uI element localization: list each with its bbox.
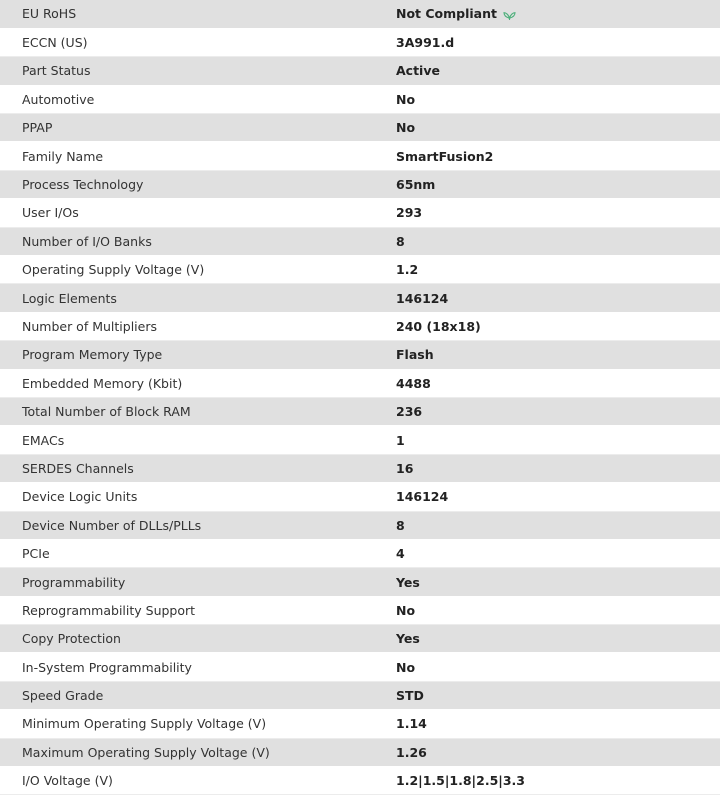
spec-value: 4488 bbox=[396, 375, 431, 391]
spec-value: No bbox=[396, 91, 416, 107]
spec-row bbox=[0, 114, 720, 142]
spec-value-cell bbox=[396, 511, 720, 539]
spec-row bbox=[0, 28, 720, 56]
spec-value-cell bbox=[396, 568, 720, 596]
spec-value-cell bbox=[396, 426, 720, 454]
spec-row bbox=[0, 256, 720, 284]
spec-value-cell bbox=[396, 284, 720, 312]
spec-row bbox=[0, 227, 720, 255]
spec-label: Device Logic Units bbox=[0, 483, 396, 511]
spec-value: Yes bbox=[396, 631, 420, 647]
spec-value-cell bbox=[396, 227, 720, 255]
spec-label: Device Number of DLLs/PLLs bbox=[0, 511, 396, 539]
spec-value-cell bbox=[396, 710, 720, 738]
spec-value-cell bbox=[396, 483, 720, 511]
spec-row bbox=[0, 57, 720, 85]
spec-label: Logic Elements bbox=[0, 284, 396, 312]
spec-value-cell bbox=[396, 681, 720, 709]
spec-value: 65nm bbox=[396, 177, 436, 193]
spec-label: Program Memory Type bbox=[0, 341, 396, 369]
spec-value-cell bbox=[396, 454, 720, 482]
leaf-icon bbox=[503, 9, 516, 20]
spec-value: No bbox=[396, 120, 416, 136]
spec-value-cell bbox=[396, 539, 720, 567]
spec-row bbox=[0, 568, 720, 596]
spec-label: Speed Grade bbox=[0, 681, 396, 709]
spec-value: 1.26 bbox=[396, 744, 427, 760]
spec-value: 236 bbox=[396, 404, 423, 420]
spec-row bbox=[0, 483, 720, 511]
spec-row bbox=[0, 511, 720, 539]
spec-value-cell bbox=[396, 596, 720, 624]
spec-row bbox=[0, 767, 720, 795]
spec-row bbox=[0, 539, 720, 567]
spec-row bbox=[0, 85, 720, 113]
spec-value-cell bbox=[396, 397, 720, 425]
spec-label: SERDES Channels bbox=[0, 454, 396, 482]
spec-row bbox=[0, 142, 720, 170]
spec-label: Minimum Operating Supply Voltage (V) bbox=[0, 710, 396, 738]
spec-label: Number of Multipliers bbox=[0, 312, 396, 340]
spec-value-cell bbox=[396, 653, 720, 681]
spec-label: Family Name bbox=[0, 142, 396, 170]
spec-row bbox=[0, 454, 720, 482]
spec-label: PCIe bbox=[0, 539, 396, 567]
spec-label: Operating Supply Voltage (V) bbox=[0, 256, 396, 284]
spec-row bbox=[0, 170, 720, 198]
spec-label: EMACs bbox=[0, 426, 396, 454]
spec-row bbox=[0, 653, 720, 681]
spec-row bbox=[0, 681, 720, 709]
spec-row bbox=[0, 397, 720, 425]
spec-value: 8 bbox=[396, 517, 405, 533]
spec-label: Part Status bbox=[0, 57, 396, 85]
spec-value-cell bbox=[396, 341, 720, 369]
spec-value-cell bbox=[396, 170, 720, 198]
spec-row bbox=[0, 199, 720, 227]
spec-row bbox=[0, 426, 720, 454]
spec-value: 240 (18x18) bbox=[396, 318, 481, 334]
spec-value: 4 bbox=[396, 546, 405, 562]
spec-value: 146124 bbox=[396, 290, 449, 306]
spec-value: Flash bbox=[396, 347, 434, 363]
spec-label: Number of I/O Banks bbox=[0, 227, 396, 255]
spec-label: Reprogrammability Support bbox=[0, 596, 396, 624]
spec-value-cell bbox=[396, 312, 720, 340]
spec-row bbox=[0, 625, 720, 653]
spec-value-cell bbox=[396, 369, 720, 397]
spec-label: Process Technology bbox=[0, 170, 396, 198]
spec-row bbox=[0, 312, 720, 340]
spec-label: EU RoHS bbox=[0, 0, 396, 28]
spec-value-cell bbox=[396, 57, 720, 85]
spec-value-cell bbox=[396, 85, 720, 113]
spec-label: Programmability bbox=[0, 568, 396, 596]
spec-value: 8 bbox=[396, 233, 405, 249]
spec-value-cell bbox=[396, 738, 720, 766]
spec-row bbox=[0, 710, 720, 738]
spec-value: No bbox=[396, 659, 416, 675]
spec-label: Automotive bbox=[0, 85, 396, 113]
spec-label: I/O Voltage (V) bbox=[0, 767, 396, 795]
spec-label: PPAP bbox=[0, 114, 396, 142]
spec-row bbox=[0, 738, 720, 766]
spec-value-cell bbox=[396, 0, 720, 28]
spec-value: Not Compliant bbox=[396, 6, 497, 22]
spec-value: Yes bbox=[396, 574, 420, 590]
spec-value: 146124 bbox=[396, 489, 449, 505]
spec-row bbox=[0, 596, 720, 624]
spec-value: Active bbox=[396, 63, 440, 79]
spec-value: 16 bbox=[396, 460, 414, 476]
spec-value: STD bbox=[396, 688, 424, 704]
spec-label: Maximum Operating Supply Voltage (V) bbox=[0, 738, 396, 766]
spec-row bbox=[0, 341, 720, 369]
spec-value-cell bbox=[396, 625, 720, 653]
spec-value: No bbox=[396, 602, 416, 618]
spec-row bbox=[0, 369, 720, 397]
spec-value-cell bbox=[396, 142, 720, 170]
spec-value-cell bbox=[396, 114, 720, 142]
spec-value: 1.2|1.5|1.8|2.5|3.3 bbox=[396, 773, 525, 789]
spec-row bbox=[0, 0, 720, 28]
spec-value: 1.2 bbox=[396, 262, 419, 278]
spec-value-cell bbox=[396, 767, 720, 795]
spec-label: ECCN (US) bbox=[0, 28, 396, 56]
spec-value: 1 bbox=[396, 432, 405, 448]
spec-label: Embedded Memory (Kbit) bbox=[0, 369, 396, 397]
spec-value-cell bbox=[396, 199, 720, 227]
spec-value: SmartFusion2 bbox=[396, 148, 494, 164]
spec-value: 293 bbox=[396, 205, 423, 221]
spec-value: 3A991.d bbox=[396, 35, 455, 51]
spec-label: Copy Protection bbox=[0, 625, 396, 653]
spec-row bbox=[0, 284, 720, 312]
spec-label: User I/Os bbox=[0, 199, 396, 227]
spec-label: In-System Programmability bbox=[0, 653, 396, 681]
spec-value: 1.14 bbox=[396, 716, 427, 732]
spec-label: Total Number of Block RAM bbox=[0, 397, 396, 425]
spec-value-cell bbox=[396, 28, 720, 56]
spec-value-cell bbox=[396, 256, 720, 284]
